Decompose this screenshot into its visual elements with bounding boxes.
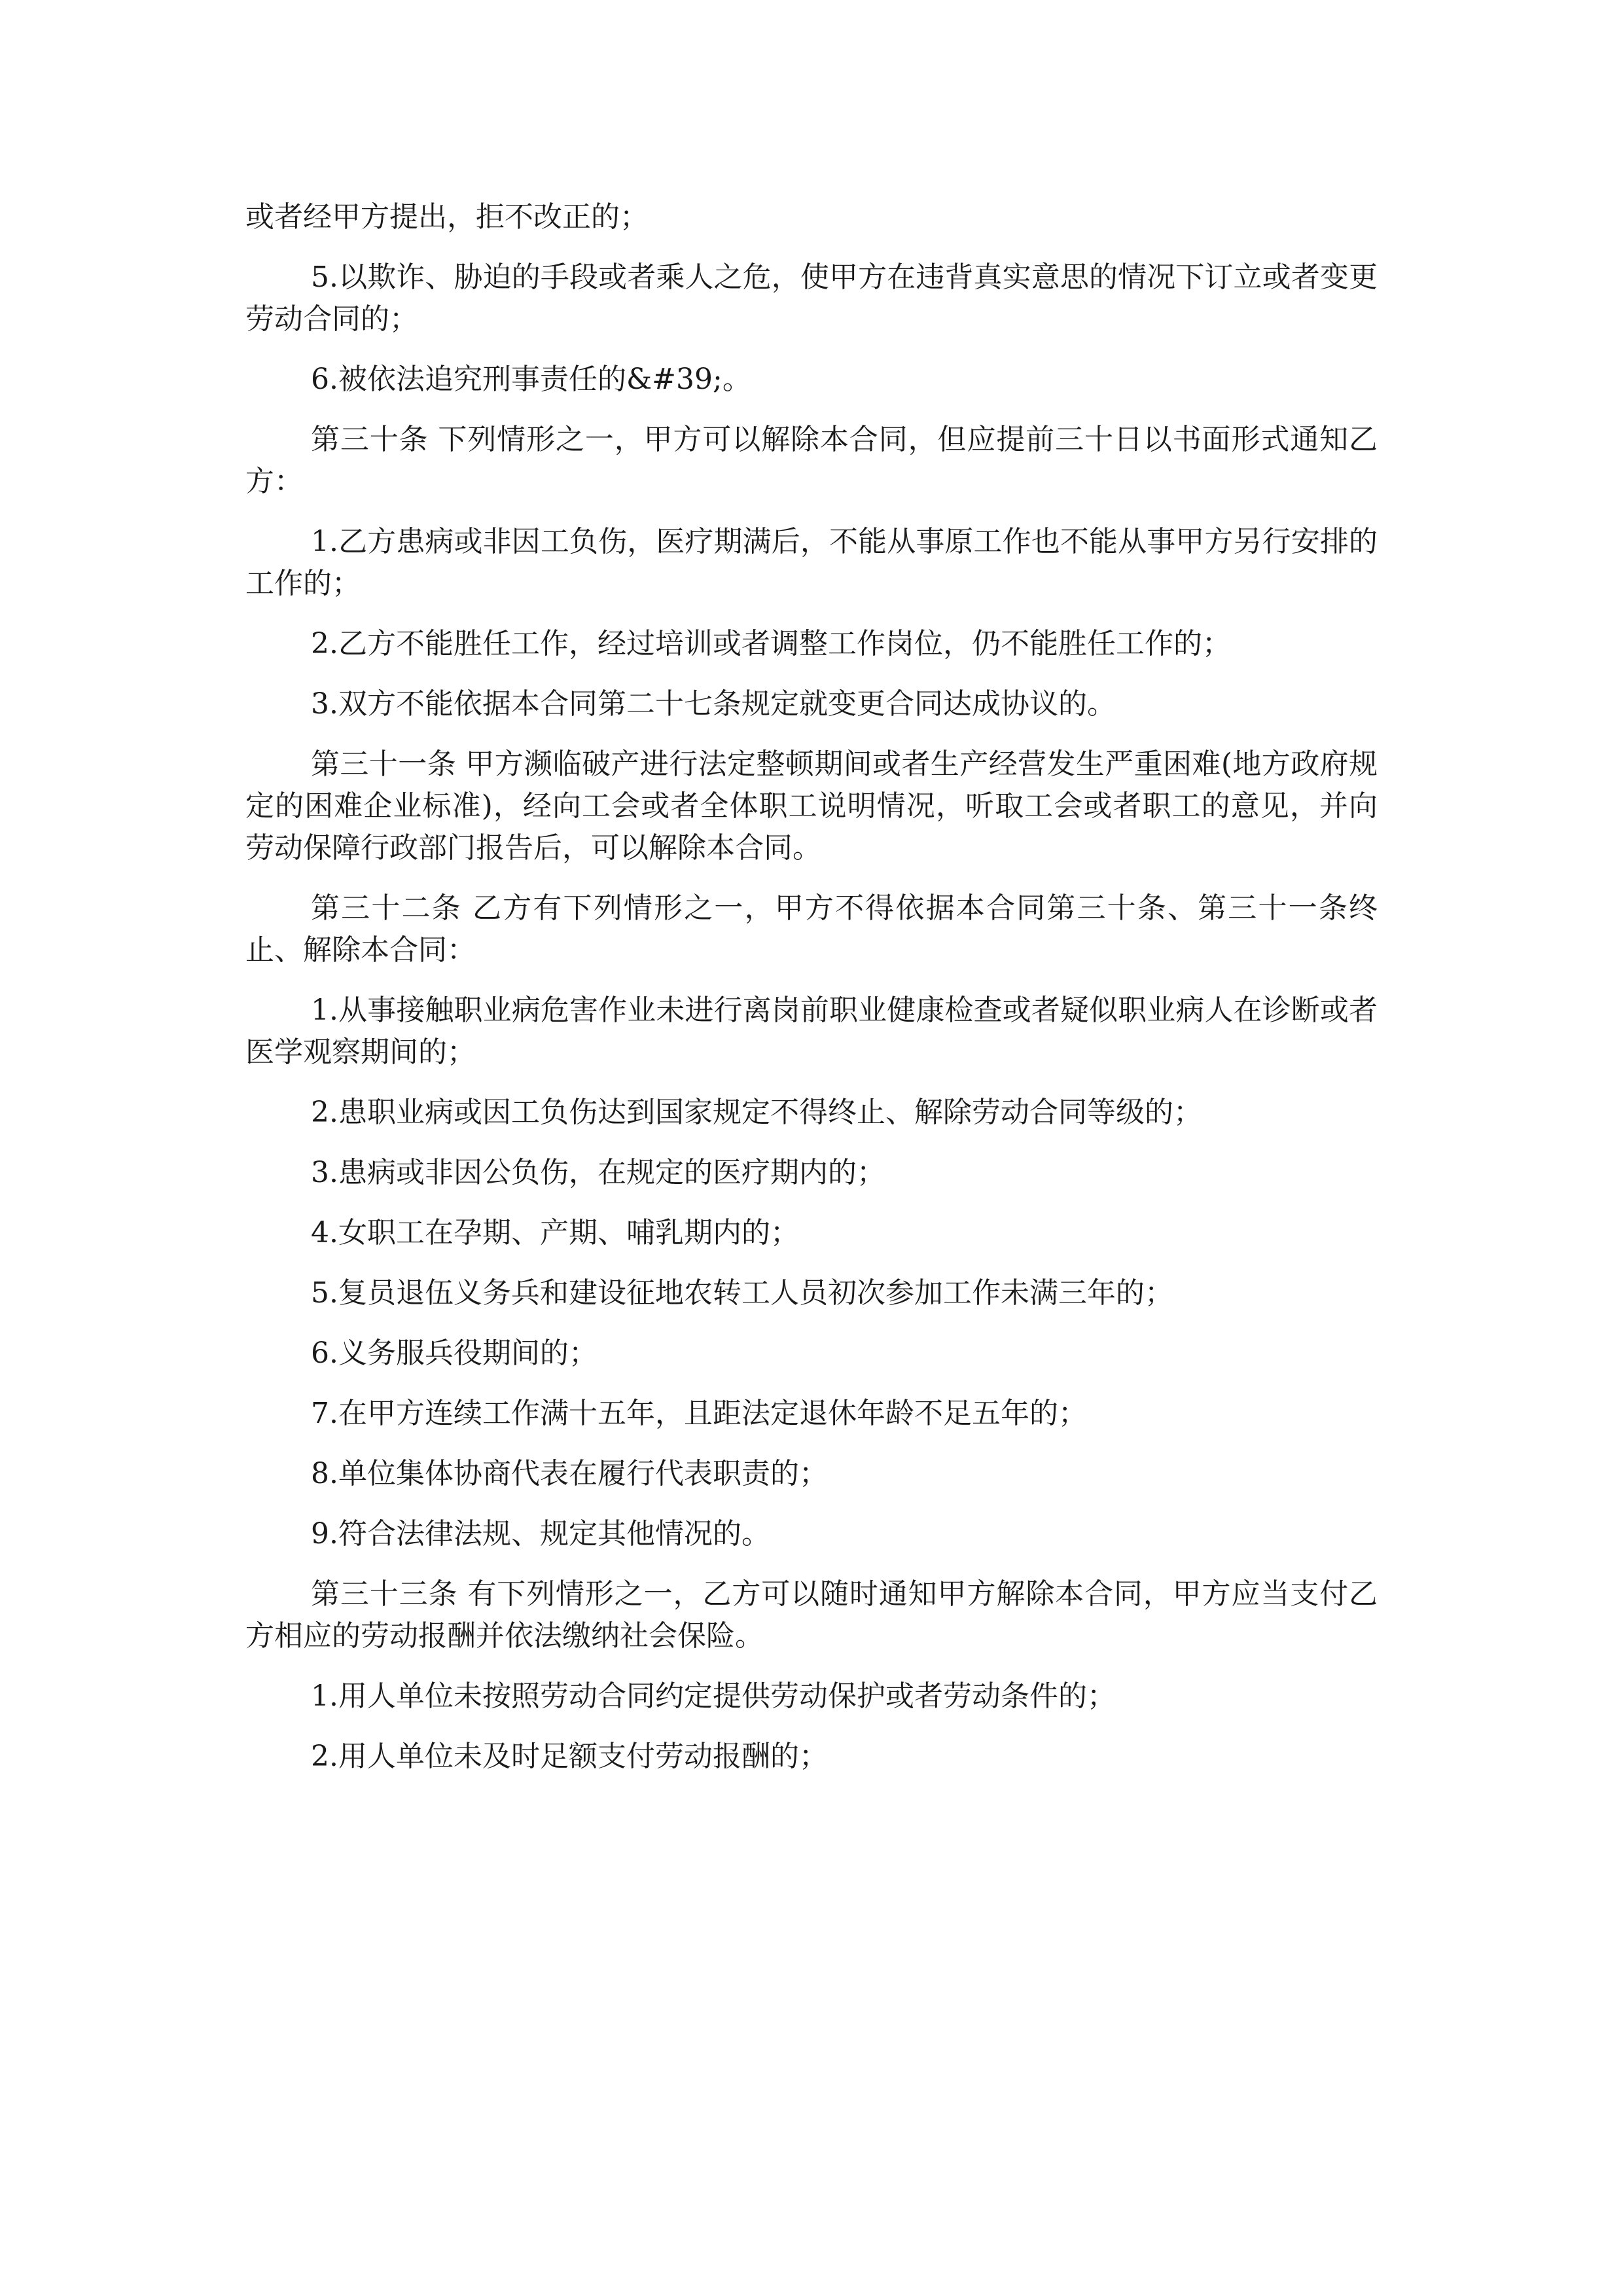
paragraph: 8.单位集体协商代表在履行代表职责的； — [311, 1457, 828, 1490]
document-body — [245, 196, 1378, 1796]
paragraph: 1.从事接触职业病危害作业未进行离岗前职业健康检查或者疑似职业病人在诊断或者医学观察期间的； — [245, 994, 1378, 1069]
paragraph: 3.患病或非因公负伤，在规定的医疗期内的； — [311, 1156, 885, 1189]
paragraph: 2.用人单位未及时足额支付劳动报酬的； — [311, 1740, 828, 1773]
paragraph: 2.患职业病或因工负伤达到国家规定不得终止、解除劳动合同等级的； — [311, 1096, 1202, 1129]
paragraph: 5.以欺诈、胁迫的手段或者乘人之危，使甲方在违背真实意思的情况下订立或者变更劳动合同的； — [245, 260, 1378, 336]
paragraph: 1.用人单位未按照劳动合同约定提供劳动保护或者劳动条件的； — [311, 1679, 1116, 1713]
paragraph: 第三十三条 有下列情形之一，乙方可以随时通知甲方解除本合同，甲方应当支付乙方相应的劳动报酬并依法缴纳社会保险。 — [245, 1577, 1378, 1653]
paragraph: 6.义务服兵役期间的； — [311, 1336, 597, 1370]
paragraph: 第三十二条 乙方有下列情形之一，甲方不得依据本合同第三十条、第三十一条终止、解除本合同： — [245, 891, 1378, 967]
paragraph: 4.女职工在孕期、产期、哺乳期内的； — [311, 1216, 799, 1249]
paragraph: 1.乙方患病或非因工负伤，医疗期满后，不能从事原工作也不能从事甲方另行安排的工作的； — [245, 525, 1378, 600]
paragraph: 9.符合法律法规、规定其他情况的。 — [311, 1517, 770, 1551]
paragraph: 6.被依法追究刑事责任的&#39;。 — [311, 363, 751, 396]
paragraph: 5.复员退伍义务兵和建设征地农转工人员初次参加工作未满三年的； — [311, 1276, 1173, 1310]
paragraph: 第三十条 下列情形之一，甲方可以解除本合同，但应提前三十日以书面形式通知乙方： — [245, 423, 1378, 498]
paragraph: 2.乙方不能胜任工作，经过培训或者调整工作岗位，仍不能胜任工作的； — [311, 627, 1231, 660]
paragraph: 或者经甲方提出，拒不改正的； — [245, 200, 649, 234]
paragraph: 3.双方不能依据本合同第二十七条规定就变更合同达成协议的。 — [311, 687, 1116, 721]
paragraph: 第三十一条 甲方濒临破产进行法定整顿期间或者生产经营发生严重困难(地方政府规定的困难企业标准)，经向工会或者全体职工说明情况，听取工会或者职工的意见，并向劳动保障行政部门报告后，可以解除本合同。 — [245, 747, 1378, 865]
paragraph: 7.在甲方连续工作满十五年，且距法定退休年龄不足五年的； — [311, 1397, 1087, 1430]
